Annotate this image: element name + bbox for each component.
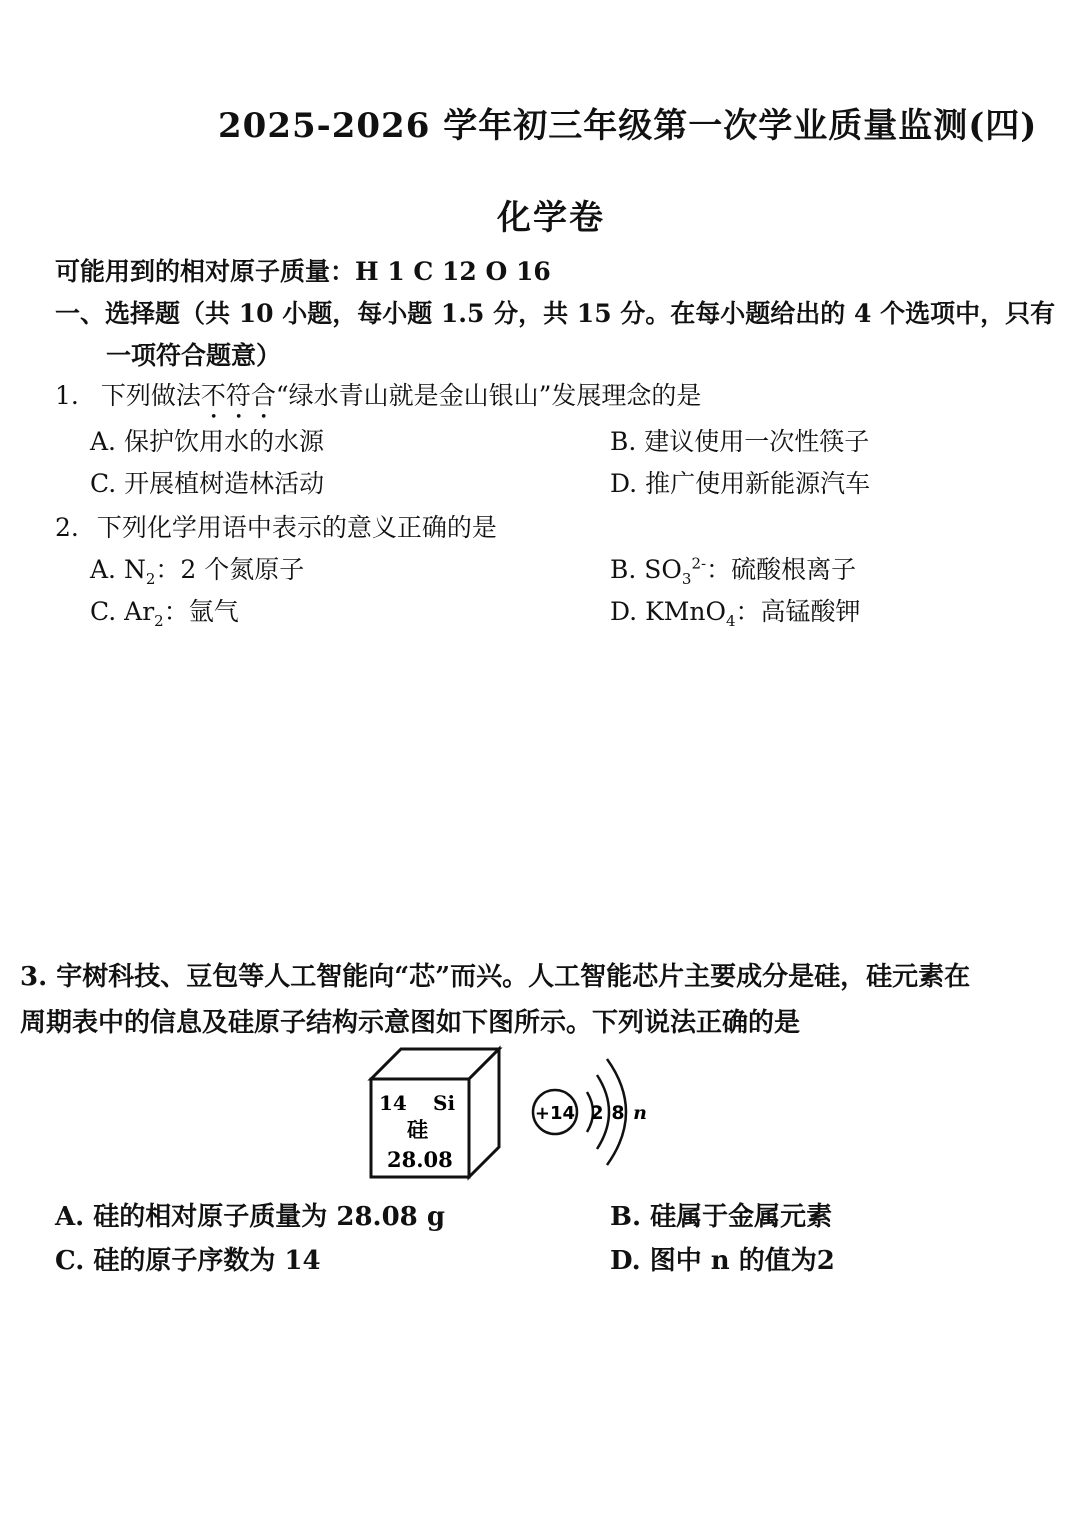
option-label: C. — [90, 469, 117, 498]
q2-option-d — [610, 592, 861, 630]
option-label: B. — [610, 427, 637, 456]
section-heading-line2: 一项符合题意） — [106, 341, 282, 370]
shell-2-count: 8 — [611, 1102, 625, 1124]
question-3-line1: 3. 宇树科技、豆包等人工智能向“芯”而兴。人工智能芯片主要成分是硅，硅元素在 — [20, 962, 971, 992]
q2-option-b — [610, 550, 856, 588]
formula: KMnO$_4$ — [645, 597, 736, 630]
q1-option-b — [610, 422, 869, 458]
exam-title: 2025-2026 学年初三年级第一次学业质量监测(四) — [218, 106, 1038, 146]
option-text: 开展植树造林活动 — [124, 469, 325, 498]
atom-graphic — [525, 1045, 655, 1175]
option-label: C. — [55, 1246, 85, 1276]
option-text: 硅属于金属元素 — [650, 1202, 833, 1232]
section-heading-line1: 一、选择题（共 10 小题，每小题 1.5 分，共 15 分。在每小题给出的 4 个选项中，只有 — [55, 299, 1056, 328]
q3-option-d — [610, 1240, 835, 1277]
option-label: D. — [610, 597, 638, 626]
option-text: 保护饮用水的水源 — [123, 427, 324, 456]
periodic-table-cell — [365, 1043, 505, 1183]
question-2-stem — [55, 508, 497, 544]
element-mass: 28.08 — [387, 1147, 453, 1172]
option-text: 建议使用一次性筷子 — [644, 427, 870, 456]
question-3-line2: 周期表中的信息及硅原子结构示意图如下图所示。下列说法正确的是 — [20, 1008, 801, 1038]
q3-option-a — [55, 1196, 445, 1233]
q2-option-c — [90, 592, 239, 630]
question-1-number: 1. — [55, 381, 79, 410]
q1-option-a — [90, 422, 324, 458]
option-text: ：氩气 — [163, 597, 239, 626]
shell-3-count: n — [633, 1102, 647, 1124]
question-1-stem-post: “绿水青山就是金山银山”发展理念的是 — [275, 381, 702, 410]
option-label: B. — [610, 1202, 642, 1232]
element-symbol: Si — [433, 1091, 456, 1115]
element-cube-graphic — [365, 1043, 505, 1183]
option-text: 图中 n 的值为2 — [649, 1246, 835, 1276]
question-2-text: 下列化学用语中表示的意义正确的是 — [96, 513, 497, 542]
option-label: D. — [610, 469, 638, 498]
element-name: 硅 — [407, 1117, 428, 1142]
atomic-mass-note: 可能用到的相对原子质量：H 1 C 12 O 16 — [55, 257, 551, 286]
atom-structure-diagram — [525, 1045, 655, 1175]
nucleus-charge: +14 — [534, 1103, 576, 1124]
formula: $SO_3^{2-}$ — [644, 554, 707, 588]
formula: $N_2$ — [123, 555, 156, 588]
q3-option-c — [55, 1240, 321, 1277]
question-2-number: 2. — [55, 513, 79, 542]
element-number: 14 — [379, 1091, 407, 1115]
option-label: D. — [610, 1246, 641, 1276]
q1-option-d — [610, 464, 870, 500]
option-text: 硅的相对原子质量为 28.08 g — [93, 1202, 445, 1232]
option-label: A. — [90, 555, 117, 584]
option-text: ：硫酸根离子 — [706, 555, 857, 584]
q3-option-b — [610, 1196, 832, 1233]
option-label: A. — [90, 427, 117, 456]
option-text: ：高锰酸钾 — [735, 597, 861, 626]
q2-option-a — [90, 550, 304, 588]
option-label: C. — [90, 597, 117, 626]
exam-subtitle: 化学卷 — [497, 198, 605, 238]
shell-1-count: 2 — [590, 1102, 604, 1124]
q1-option-c — [90, 464, 324, 500]
option-label: A. — [55, 1202, 85, 1232]
question-1-stem — [55, 376, 701, 425]
option-text: 硅的原子序数为 14 — [93, 1246, 321, 1276]
question-1-emphasis: 不符合 — [200, 381, 276, 410]
option-label: B. — [610, 555, 637, 584]
question-1-stem-pre: 下列做法 — [100, 381, 201, 410]
formula: $Ar_2$ — [124, 597, 164, 630]
option-text: ：2 个氮原子 — [155, 555, 305, 584]
option-text: 推广使用新能源汽车 — [645, 469, 871, 498]
